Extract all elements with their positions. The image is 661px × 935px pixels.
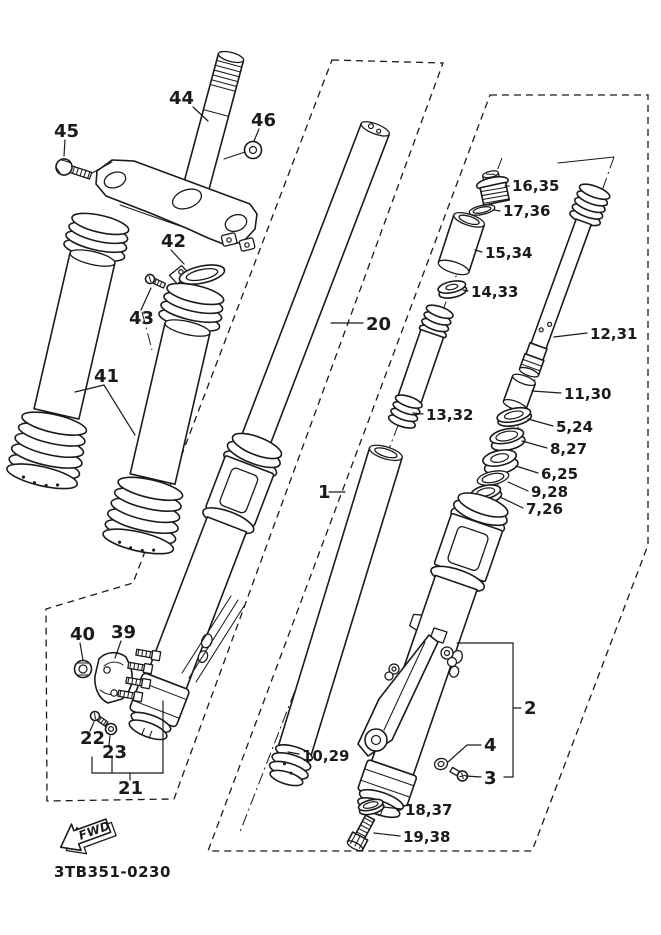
clamp-screw-3 [449, 765, 470, 783]
leader-line-17-36 [494, 210, 500, 211]
fender-nut [106, 724, 117, 735]
leader-line-9-28 [508, 482, 528, 491]
part-label-17-36: 17,36 [503, 202, 551, 220]
part-label-39: 39 [111, 622, 137, 643]
part-label-10-29: 10,29 [302, 747, 350, 765]
clamp-washer-4 [433, 757, 448, 771]
fwd-badge [55, 811, 119, 861]
leader-line-2-1 [457, 643, 513, 777]
part-label-9-28: 9,28 [531, 483, 569, 501]
boot-clamp-screw [144, 273, 166, 290]
part-label-4: 4 [484, 735, 497, 756]
part-label-2: 2 [524, 698, 537, 719]
fork-boot-left [5, 208, 137, 494]
fwd-label: FWD [76, 818, 113, 843]
leader-line-5-24 [528, 419, 553, 426]
leader-line-11-30 [532, 391, 561, 393]
drawing-number: 3TB351-0230 [54, 863, 171, 881]
part-label-21: 21 [118, 778, 144, 799]
part-label-45: 45 [54, 121, 80, 142]
steering-stem [181, 49, 245, 200]
part-label-11-30: 11,30 [564, 385, 612, 403]
part-label-40: 40 [70, 624, 96, 645]
axis-top-connector [558, 157, 614, 163]
part-label-16-35: 16,35 [512, 177, 560, 195]
leader-line-6-25 [516, 466, 538, 473]
leader-line-12-31 [554, 333, 587, 337]
stem-nut [224, 142, 262, 160]
fender-screw [89, 710, 109, 728]
seal-spacer-8-27 [489, 426, 527, 454]
part-label-42: 42 [161, 231, 187, 252]
part-label-19-38: 19,38 [403, 828, 451, 846]
drain-bolt [346, 814, 378, 853]
leader-line-8-27 [522, 441, 547, 448]
part-label-46: 46 [251, 110, 277, 131]
leader-line-19-38 [374, 833, 400, 836]
part-label-6-25: 6,25 [541, 465, 579, 483]
part-label-13-32: 13,32 [426, 406, 474, 424]
leader-line-40 [80, 643, 83, 660]
part-label-1: 1 [318, 482, 331, 503]
leader-line-3 [466, 776, 481, 777]
part-label-12-31: 12,31 [590, 325, 638, 343]
part-label-44: 44 [169, 88, 195, 109]
axle-pinch-nut [75, 661, 92, 678]
nut-insert-line [224, 152, 245, 159]
part-label-8-27: 8,27 [550, 440, 588, 458]
leader-line-42 [171, 250, 184, 264]
part-label-20: 20 [366, 314, 392, 335]
leader-line-41-1 [104, 385, 135, 435]
clamp-bolt [54, 157, 93, 183]
oil-lock-piece [502, 372, 537, 413]
part-label-3: 3 [484, 768, 497, 789]
part-label-7-26: 7,26 [526, 500, 564, 518]
leader-line-4 [448, 745, 481, 762]
part-label-41: 41 [94, 366, 120, 387]
part-label-5-24: 5,24 [556, 418, 594, 436]
part-label-14-33: 14,33 [471, 283, 519, 301]
part-label-18-37: 18,37 [405, 801, 453, 819]
part-label-43: 43 [129, 308, 155, 329]
part-label-22: 22 [80, 728, 106, 749]
washer-5-24 [496, 405, 533, 429]
leader-line-43 [141, 288, 151, 310]
part-label-15-34: 15,34 [485, 244, 533, 262]
part-label-23: 23 [102, 742, 128, 763]
leader-line-45 [64, 140, 65, 156]
inner-fork-tube-20 [240, 119, 391, 450]
fork-cap-bolt [474, 168, 512, 206]
